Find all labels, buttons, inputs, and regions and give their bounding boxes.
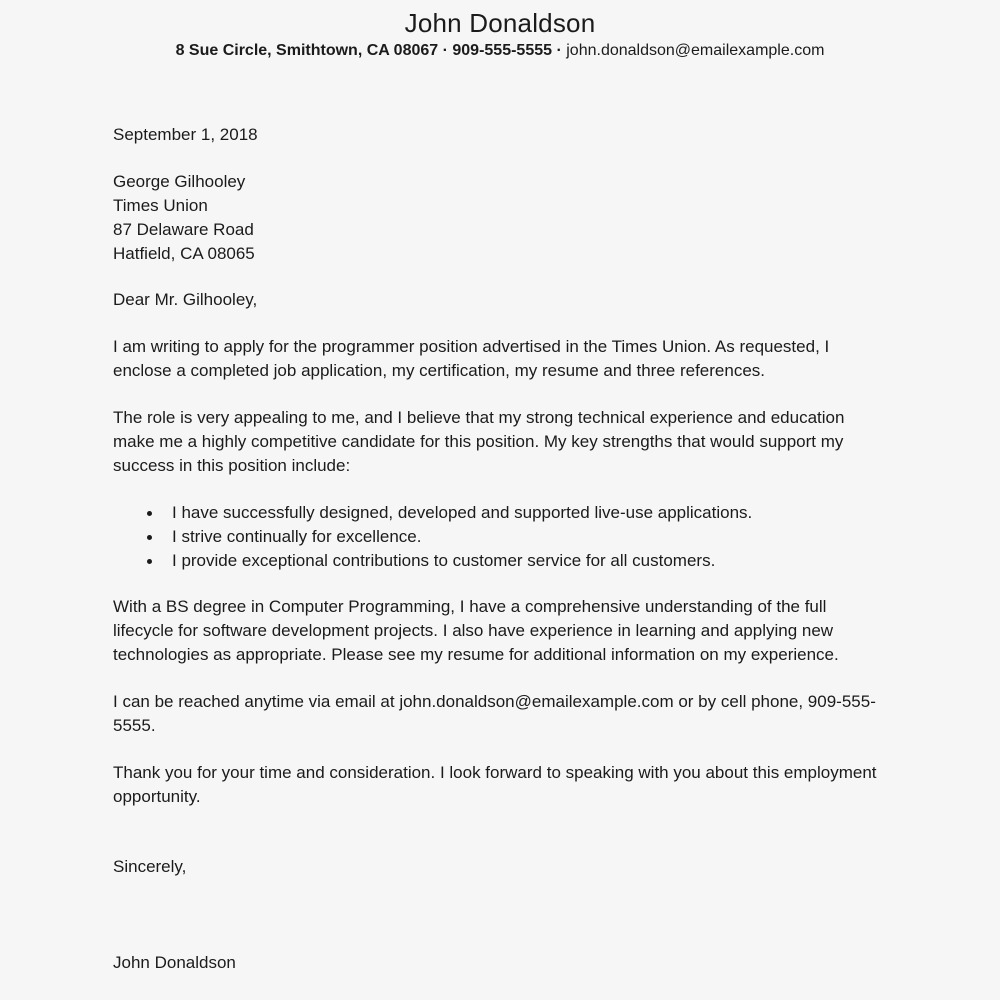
- salutation: Dear Mr. Gilhooley,: [113, 290, 258, 309]
- recipient-name: George Gilhooley: [113, 172, 246, 191]
- contact-address-phone: 8 Sue Circle, Smithtown, CA 08067 · 909-555-5555: [175, 42, 553, 59]
- letter-header: [0, 8, 1000, 62]
- bullet-item: I have successfully designed, developed and supported live-use applications.: [113, 501, 885, 525]
- bullet-item: I provide exceptional contributions to customer service for all customers.: [113, 549, 885, 573]
- body-paragraph: Thank you for your time and consideration. I look forward to speaking with you about this employment opportunity.: [113, 763, 877, 806]
- contact-line: [0, 40, 1000, 62]
- contact-separator: ·: [552, 42, 567, 59]
- bullet-item: I strive continually for excellence.: [113, 525, 885, 549]
- date-line: September 1, 2018: [113, 125, 258, 144]
- body-paragraph: The role is very appealing to me, and I believe that my strong technical experience and education make me a highly competitive candidate for this position. My key strengths that would support my success in this position include:: [113, 408, 845, 475]
- contact-email: john.donaldson@emailexample.com: [566, 42, 825, 59]
- sender-name: John Donaldson: [404, 8, 596, 38]
- body-paragraph: I can be reached anytime via email at john.donaldson@emailexample.com or by cell phone, 909-555-5555.: [113, 692, 876, 735]
- recipient-street: 87 Delaware Road: [113, 220, 254, 239]
- closing-salutation: Sincerely,: [113, 857, 187, 876]
- body-paragraph: I am writing to apply for the programmer position advertised in the Times Union. As requested, I enclose a completed job application, my certification, my resume and three references.: [113, 337, 830, 380]
- key-strengths-list: [113, 501, 885, 573]
- letter-body: [113, 123, 885, 975]
- signature-name: John Donaldson: [113, 953, 236, 972]
- body-paragraph: With a BS degree in Computer Programming, I have a comprehensive understanding of the full lifecycle for software development projects. I also have experience in learning and applying new technologies as appropriate. Please see my resume for additional information on my experience.: [113, 597, 839, 664]
- recipient-city-state-zip: Hatfield, CA 08065: [113, 244, 255, 263]
- recipient-company: Times Union: [113, 196, 208, 215]
- recipient-block: [113, 170, 885, 266]
